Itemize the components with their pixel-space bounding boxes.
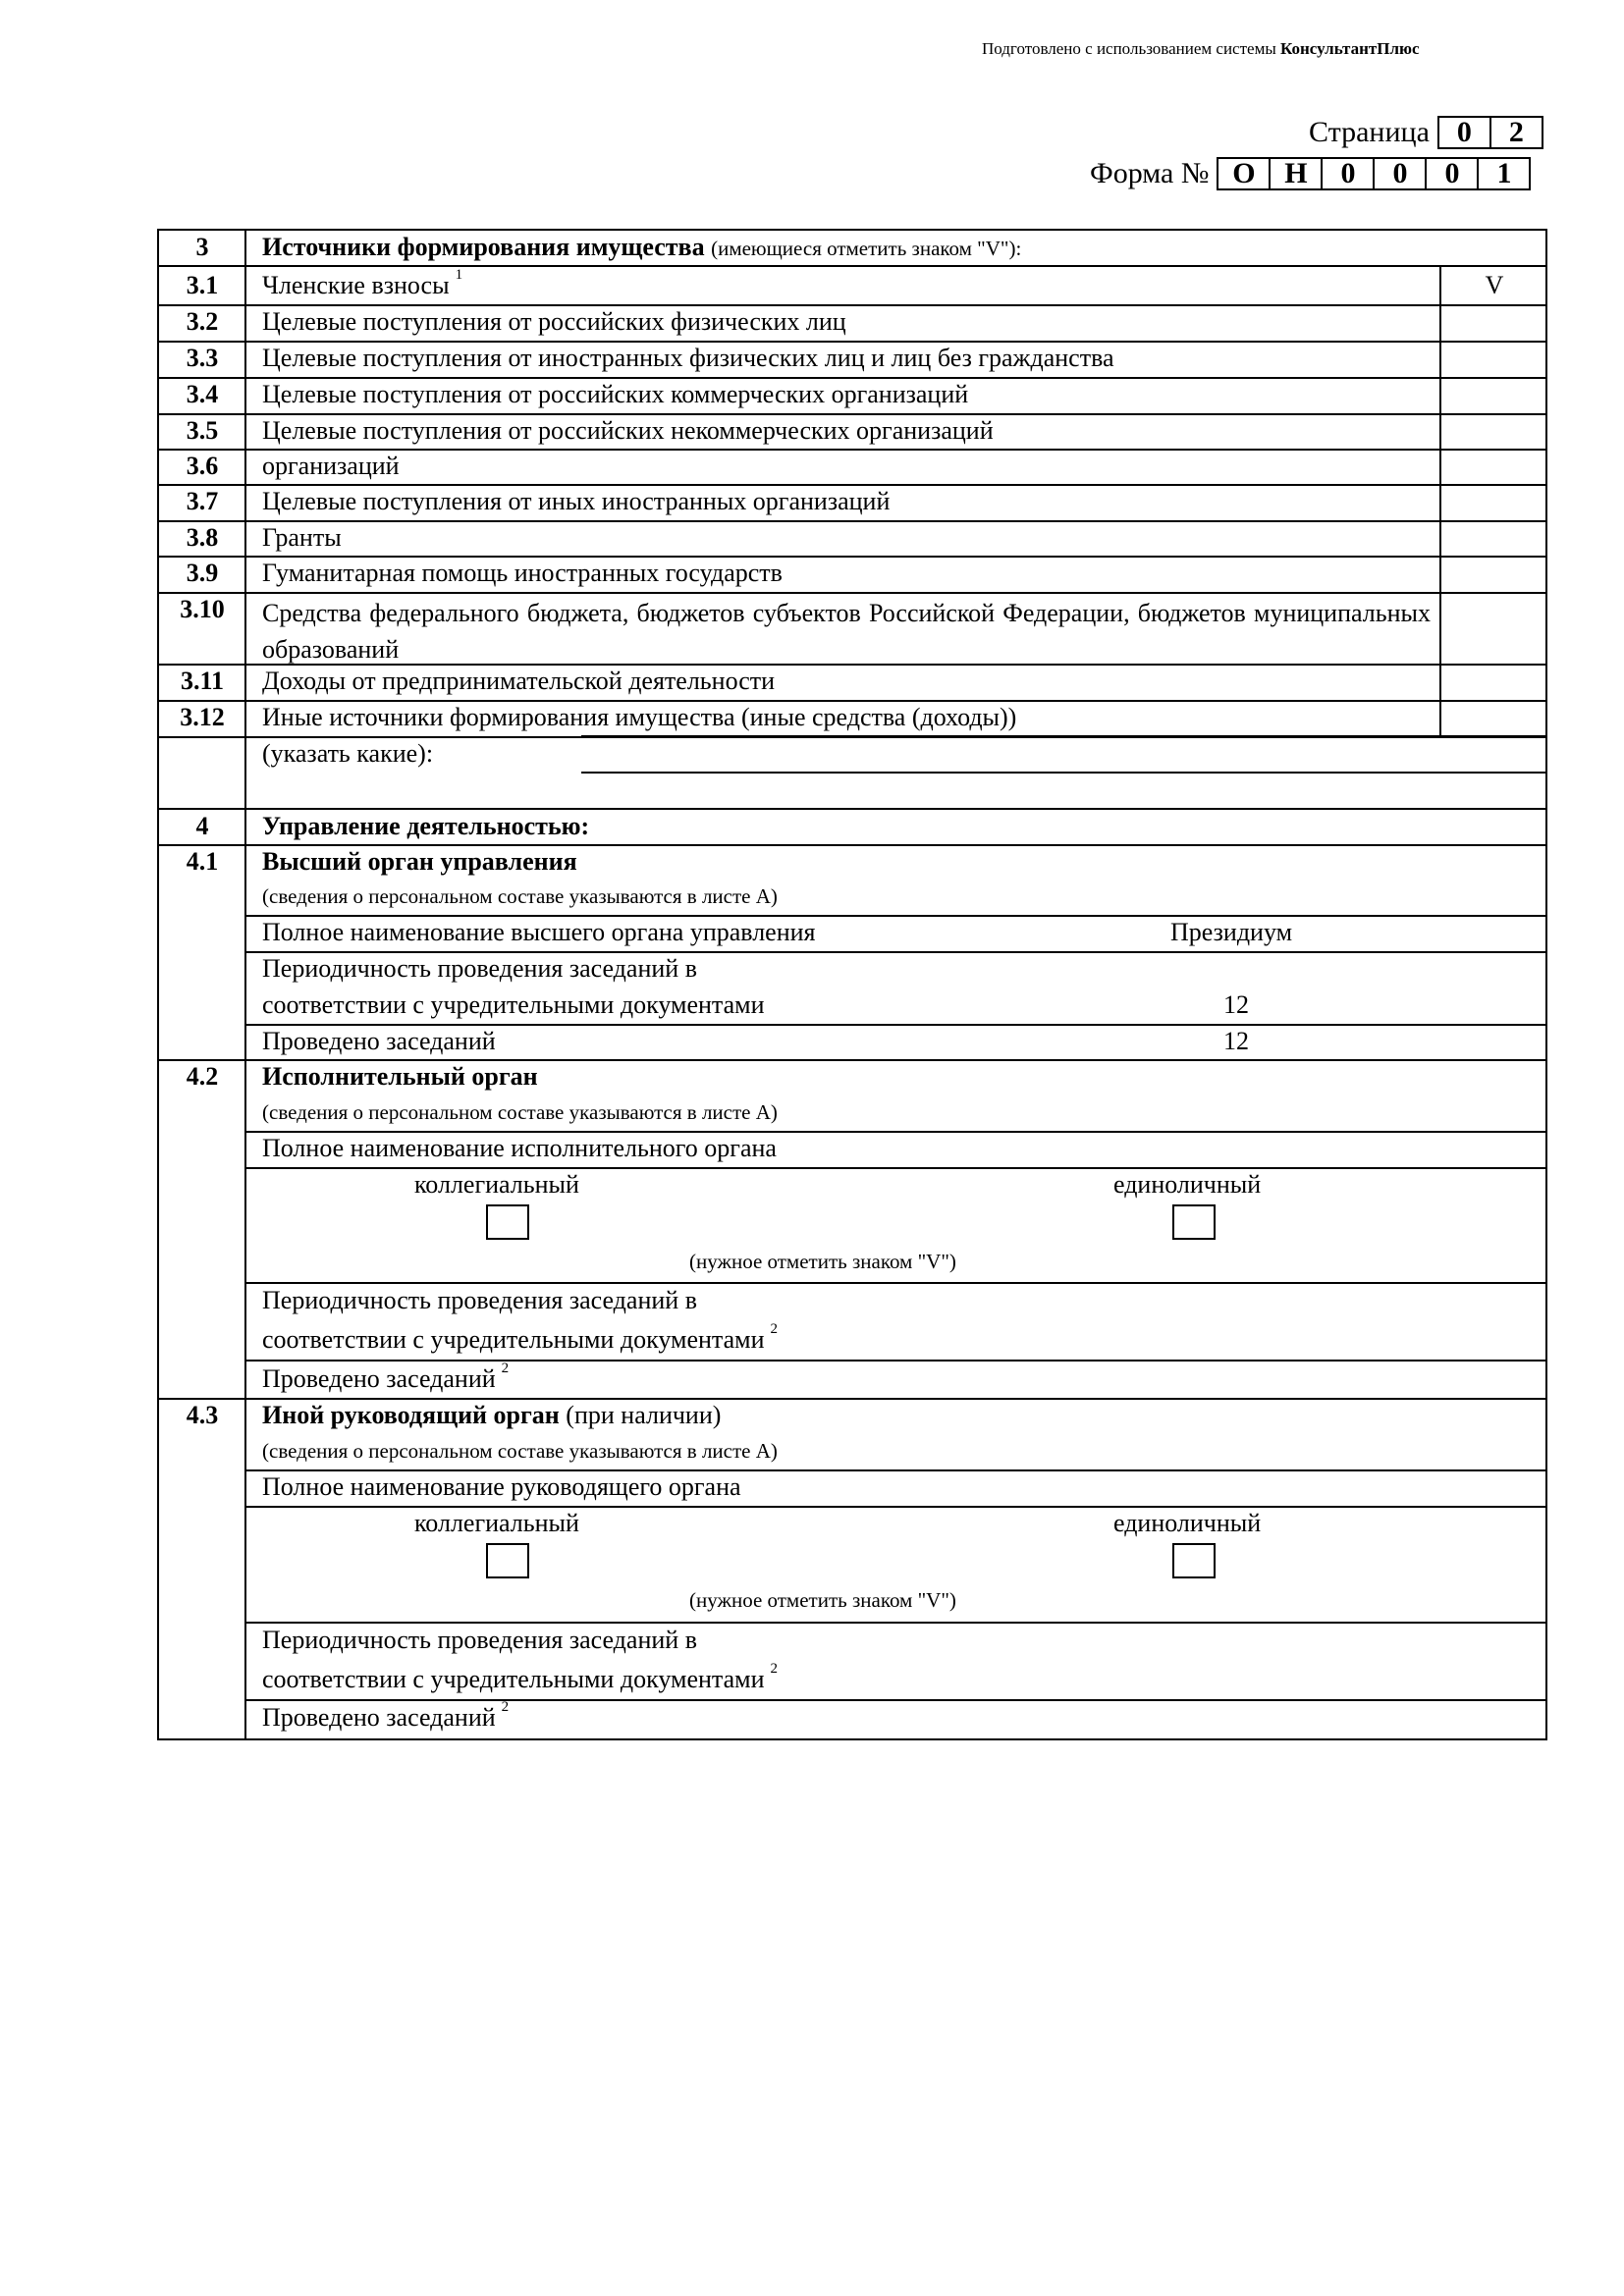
row-divider [159, 556, 1547, 558]
row-divider [244, 1699, 1547, 1701]
row-label: Целевые поступления от российских физических лиц [262, 307, 846, 336]
row-divider [244, 1469, 1547, 1471]
row-label [262, 267, 463, 300]
row-number: 3.10 [180, 595, 225, 623]
form-code-cell: Н [1269, 157, 1323, 190]
form-code-cell: О [1217, 157, 1271, 190]
row-divider [159, 844, 1547, 846]
option-label-collegial: коллегиальный [414, 1170, 579, 1199]
row-divider [159, 341, 1547, 343]
collegial-checkbox[interactable] [486, 1204, 529, 1240]
option-label-sole: единоличный [1113, 1509, 1262, 1537]
form-code-cell: 1 [1477, 157, 1531, 190]
header-note-brand: КонсультантПлюс [1280, 39, 1420, 58]
row-divider [159, 377, 1547, 379]
section-title-note: (имеющиеся отметить знаком "V"): [711, 237, 1022, 260]
section-title: Управление деятельностью: [262, 812, 590, 840]
subsection-note: (сведения о персональном составе указываются в листе А) [262, 1100, 778, 1124]
subsection-number: 4.2 [186, 1062, 219, 1091]
row-label: Иные источники формирования имущества (иные средства (доходы)) [262, 703, 1017, 731]
row-label: Целевые поступления от иных иностранных организаций [262, 487, 891, 515]
row-divider [159, 265, 1547, 267]
field-value[interactable]: 12 [1223, 1027, 1249, 1055]
row-label: Целевые поступления от иностранных физических лиц и лиц без гражданства [262, 344, 1114, 372]
row-label: Средства федерального бюджета, бюджетов субъектов Российской Федерации, бюджетов муниципальных образований [262, 599, 1431, 664]
subsection-title-note: (при наличии) [566, 1401, 722, 1429]
row-number: 3.6 [186, 452, 219, 480]
subsection-number: 4.3 [186, 1401, 219, 1429]
field-value[interactable]: Президиум [1170, 918, 1293, 946]
subsection-title: Исполнительный орган [262, 1062, 538, 1091]
subsection-note: (сведения о персональном составе указываются в листе А) [262, 884, 778, 908]
row-divider [159, 520, 1547, 522]
row-label: (указать какие): [262, 739, 434, 768]
row-divider [244, 1167, 1547, 1169]
option-label-collegial: коллегиальный [414, 1509, 579, 1537]
row-number: 3.1 [186, 271, 219, 299]
field-label-text: Проведено заседаний [262, 1364, 496, 1393]
row-divider [159, 304, 1547, 306]
field-label: Полное наименование руководящего органа [262, 1472, 741, 1501]
row-label: Гранты [262, 523, 342, 552]
section-title-text: Источники формирования имущества [262, 233, 705, 261]
field-label: соответствии с учредительными документами [262, 990, 765, 1019]
row-number: 3.11 [180, 667, 225, 695]
subsection-title [262, 1401, 721, 1430]
form-table [157, 229, 1547, 1740]
row-divider [244, 1360, 1547, 1362]
section-number: 4 [195, 812, 209, 840]
row-divider [159, 700, 1547, 702]
fill-line [581, 772, 1547, 774]
footnote-mark: 2 [501, 1699, 510, 1715]
row-label: Целевые поступления от российских коммерческих организаций [262, 380, 969, 408]
section-number: 3 [195, 233, 209, 261]
row-number: 3.12 [180, 703, 225, 731]
mark-column-divider [1439, 265, 1441, 736]
footnote-mark: 2 [770, 1661, 778, 1677]
form-code-cell: 0 [1373, 157, 1427, 190]
row-label-text: Членские взносы [262, 271, 450, 299]
header-note-prefix: Подготовлено с использованием системы [982, 39, 1276, 58]
page-code-cell: 0 [1437, 116, 1491, 149]
subsection-title: Высший орган управления [262, 847, 577, 876]
row-divider [159, 449, 1547, 451]
subsection-title-text: Иной руководящий орган [262, 1401, 560, 1429]
row-divider [244, 1622, 1547, 1624]
row-mark[interactable]: V [1485, 271, 1504, 299]
row-number: 3.2 [186, 307, 219, 336]
sole-checkbox[interactable] [1172, 1543, 1216, 1578]
mark-note: (нужное отметить знаком "V") [689, 1250, 956, 1273]
header-note [982, 39, 1420, 59]
row-divider [244, 915, 1547, 917]
field-value[interactable]: 12 [1223, 990, 1249, 1019]
collegial-checkbox[interactable] [486, 1543, 529, 1578]
form-code [1090, 157, 1531, 190]
field-label-text: соответствии с учредительными документами [262, 1665, 765, 1693]
row-number: 3.5 [186, 416, 219, 445]
field-label: Периодичность проведения заседаний в [262, 1626, 697, 1654]
row-number: 3.8 [186, 523, 219, 552]
form-code-cell: 0 [1425, 157, 1479, 190]
fill-line [581, 735, 1547, 737]
row-label: Целевые поступления от российских некоммерческих организаций [262, 416, 994, 445]
field-label [262, 1321, 778, 1355]
field-label: Периодичность проведения заседаний в [262, 954, 697, 983]
page-code [1309, 116, 1543, 149]
row-divider [244, 1282, 1547, 1284]
form-code-cell: 0 [1321, 157, 1375, 190]
field-label: Проведено заседаний [262, 1027, 496, 1055]
row-divider [159, 484, 1547, 486]
option-label-sole: единоличный [1113, 1170, 1262, 1199]
row-divider [159, 413, 1547, 415]
footnote-mark: 2 [770, 1321, 778, 1337]
row-number: 3.4 [186, 380, 219, 408]
row-divider [244, 1506, 1547, 1508]
page-code-cell: 2 [1489, 116, 1543, 149]
field-label [262, 1699, 510, 1733]
footnote-mark: 2 [501, 1361, 510, 1376]
row-divider [244, 1024, 1547, 1026]
row-divider [159, 592, 1547, 594]
form-code-label: Форма № [1090, 157, 1210, 189]
row-divider [159, 1059, 1547, 1061]
row-label: Гуманитарная помощь иностранных государств [262, 559, 783, 587]
field-label [262, 1361, 510, 1394]
row-label: Доходы от предпринимательской деятельности [262, 667, 776, 695]
field-label: Полное наименование исполнительного органа [262, 1134, 777, 1162]
mark-note: (нужное отметить знаком "V") [689, 1588, 956, 1612]
row-label: организаций [262, 452, 400, 480]
row-divider [244, 1131, 1547, 1133]
row-divider [159, 1398, 1547, 1400]
subsection-note: (сведения о персональном составе указываются в листе А) [262, 1439, 778, 1463]
page-code-label: Страница [1309, 116, 1430, 148]
row-number: 3.9 [186, 559, 219, 587]
sole-checkbox[interactable] [1172, 1204, 1216, 1240]
subsection-number: 4.1 [186, 847, 219, 876]
row-number: 3.3 [186, 344, 219, 372]
footnote-mark: 1 [455, 267, 463, 283]
row-number: 3.7 [186, 487, 219, 515]
field-label-text: соответствии с учредительными документами [262, 1325, 765, 1354]
field-label: Периодичность проведения заседаний в [262, 1286, 697, 1314]
section-title [262, 233, 1021, 262]
field-label [262, 1661, 778, 1694]
field-label-text: Проведено заседаний [262, 1703, 496, 1732]
row-divider [159, 808, 1547, 810]
field-label: Полное наименование высшего органа управления [262, 918, 816, 946]
row-divider [244, 951, 1547, 953]
